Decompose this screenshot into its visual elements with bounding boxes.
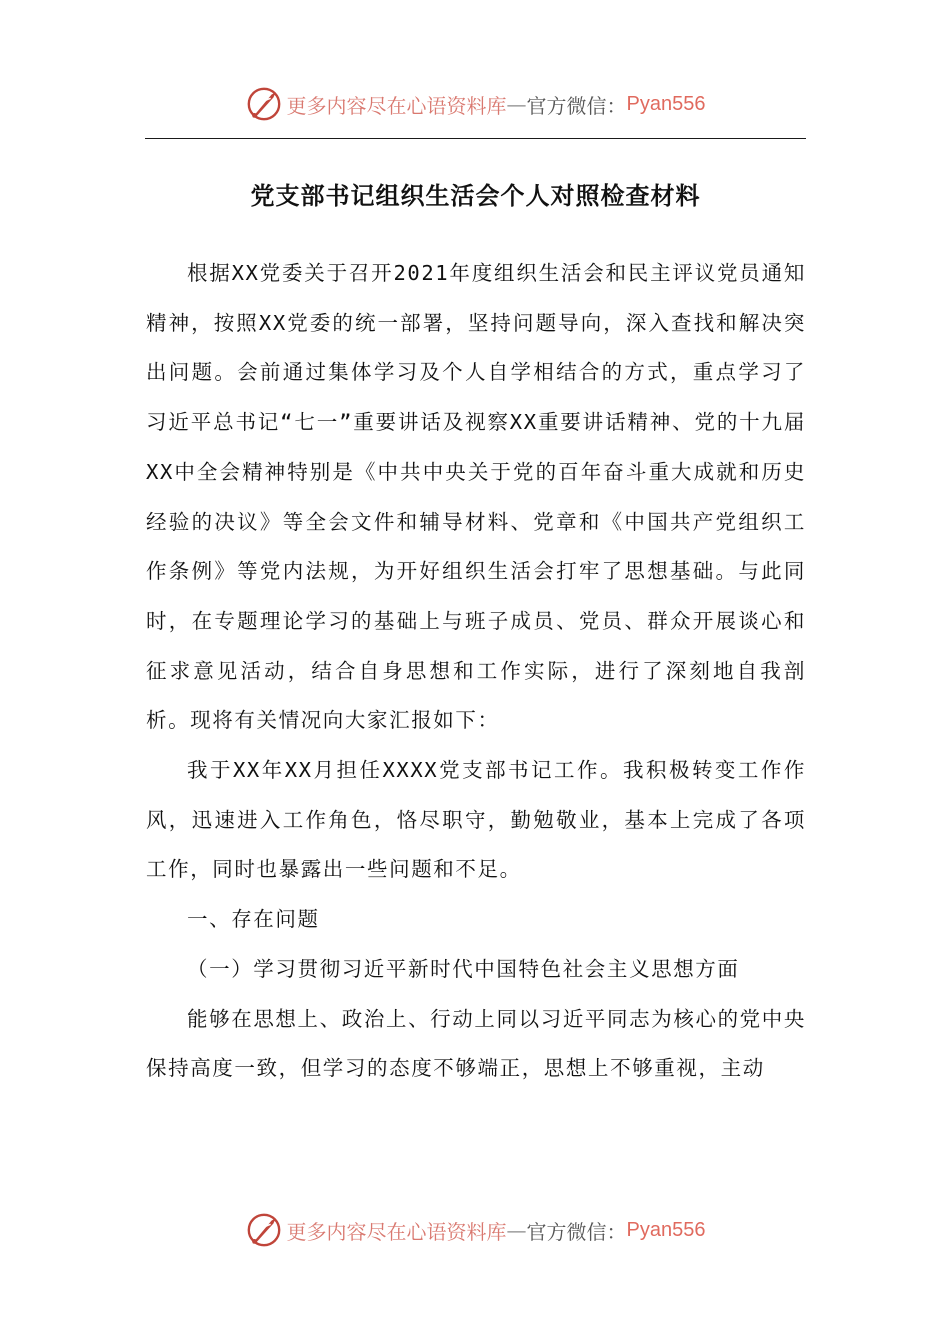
paragraph-appointment: 我于XX年XX月担任XXXX党支部书记工作。我积极转变工作作风，迅速进入工作角色，恪尽职守，勤勉敬业，基本上完成了各项工作，同时也暴露出一些问题和不足。: [146, 758, 806, 882]
document-title: 党支部书记组织生活会个人对照检查材料: [250, 181, 701, 210]
banner-official-label: 官方微信：: [526, 93, 627, 118]
footer-official-label: 官方微信：: [526, 1219, 627, 1244]
footer-main-text: 更多内容尽在心语资料库: [286, 1219, 507, 1244]
paragraph-intro: 根据XX党委关于召开2021年度组织生活会和民主评议党员通知精神，按照XX党委的统一部署，坚持问题导向，深入查找和解决突出问题。会前通过集体学习及个人自学相结合的方式，重点学习了习近平总书记“七一”重要讲话及视察XX重要讲话精神、党的十九届XX中全会精神特别是《中共中央关于党的百年奋斗重大成就和历史经验的决议》等全会文件和辅导材料、党章和《中国共产党组织工作条例》等党内法规，为开好组织生活会打牢了思想基础。与此同时，在专题理论学习的基础上与班子成员、党员、群众开展谈心和征求意见活动，结合自身思想和工作实际，进行了深刻地自我剖析。现将有关情况向大家汇报如下：: [146, 261, 806, 733]
quill-logo-icon: [245, 1211, 283, 1249]
banner-main-text: 更多内容尽在心语资料库: [286, 93, 507, 118]
banner-separator: —: [506, 92, 527, 116]
subsection-heading: （一）学习贯彻习近平新时代中国特色社会主义思想方面: [187, 956, 740, 981]
footer-separator: —: [506, 1218, 527, 1242]
document-body: [146, 249, 806, 1094]
quill-logo-icon: [245, 85, 283, 123]
footer-account-id: Pyan556: [626, 1218, 706, 1241]
footer-watermark: [0, 1208, 950, 1252]
header-rule: [145, 138, 806, 139]
header-watermark: [0, 82, 950, 126]
section-heading: 一、存在问题: [187, 907, 320, 932]
banner-account-id: Pyan556: [626, 92, 706, 115]
paragraph-study: 能够在思想上、政治上、行动上同以习近平同志为核心的党中央保持高度一致，但学习的态度不够端正，思想上不够重视，主动: [146, 1006, 806, 1081]
